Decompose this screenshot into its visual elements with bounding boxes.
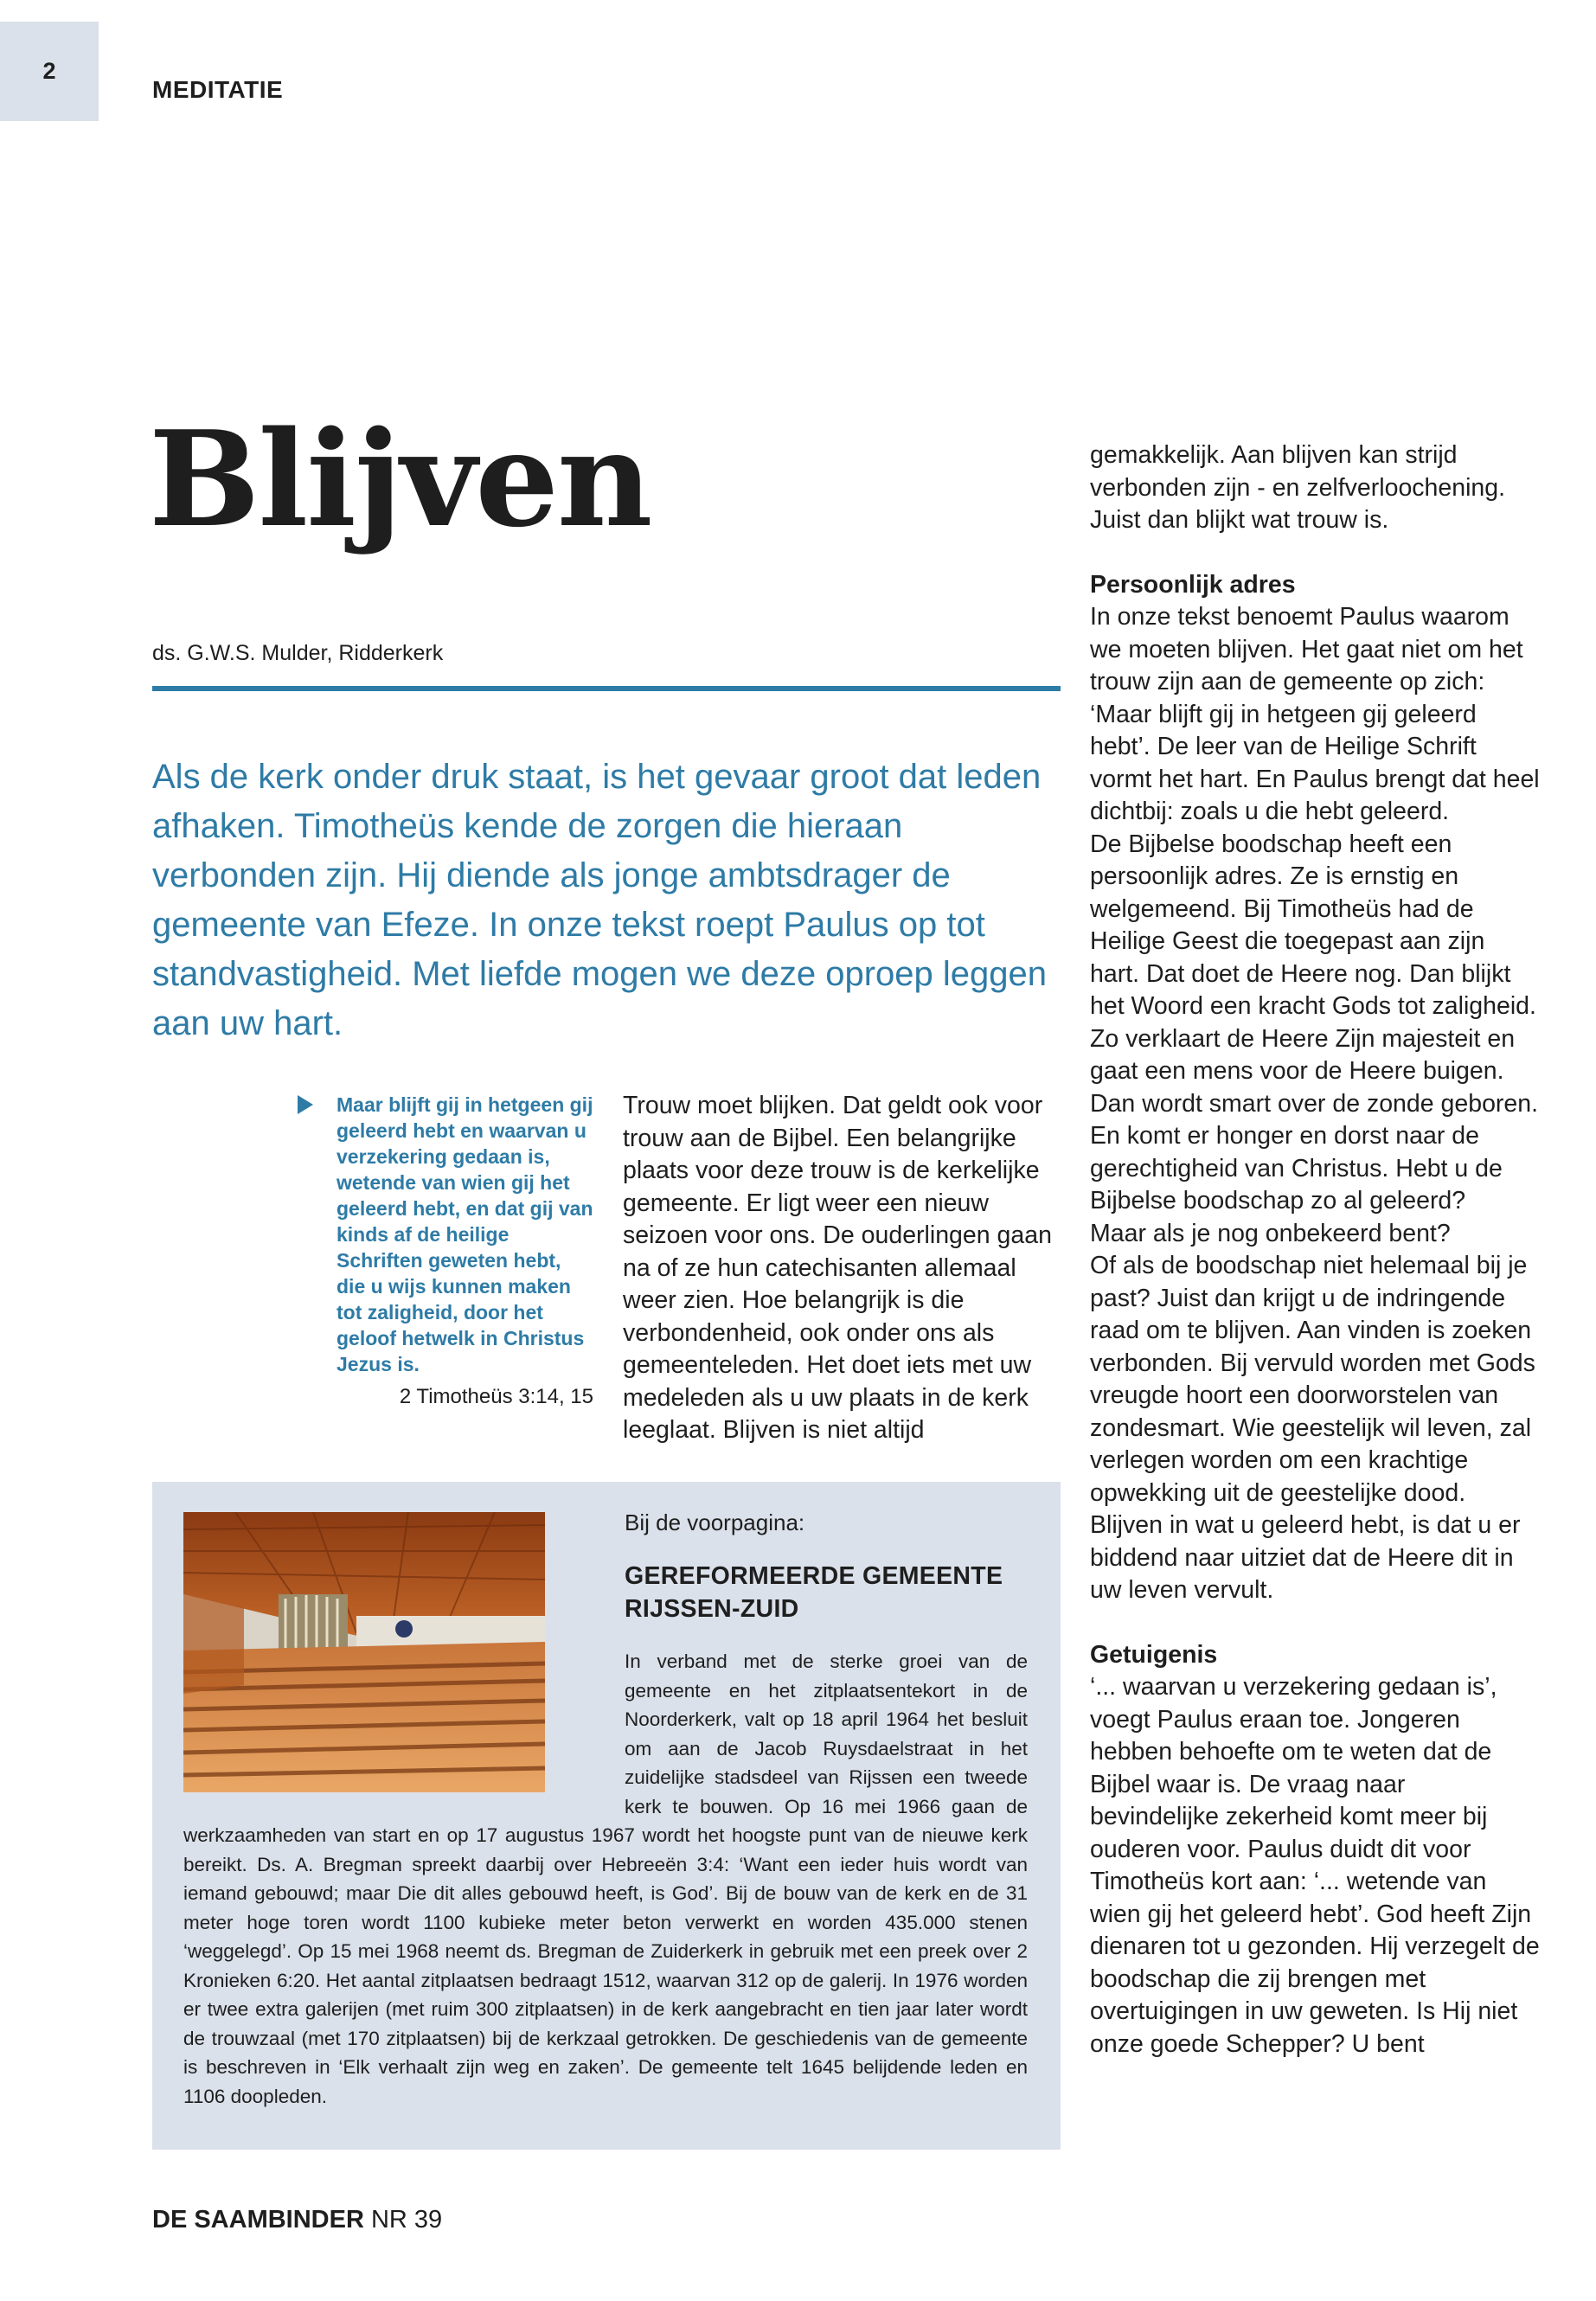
- right-paragraph-2: In onze tekst benoemt Paulus waarom we moeten blijven. Het gaat niet om het trouw zijn aan de gemeente op zich: ‘Maar blijft gij in hetgeen gij geleerd hebt’. De leer van de Heilige Schrift vormt het hart. En Paulus brengt dat heel dichtbij: zoals u die hebt geleerd.: [1090, 603, 1540, 825]
- bible-quote: [298, 1092, 593, 1410]
- right-paragraph-6: ‘... waarvan u verzekering gedaan is’, voegt Paulus eraan toe. Jongeren hebben behoefte om te weten dat de Bijbel waar is. De vraag naar bevindelijke zekerheid komt meer bij ouderen voor. Paulus duidt dit voor Timotheüs kort aan: ‘... wetende van wien gij het geleerd hebt’. God heeft Zijn dienaren tot u gezonden. Hij verzegelt de boodschap die zij brengen met overtuigingen in uw geweten. Is Hij niet onze goede Schepper? U bent: [1090, 1673, 1540, 2058]
- photo-wrap-spacer: [183, 1647, 614, 1820]
- article-intro: Als de kerk onder druk staat, is het gevaar groot dat leden afhaken. Timotheüs kende de zorgen die hieraan verbonden zijn. Hij diende als jonge ambtsdrager de gemeente van Efeze. In onze tekst roept Paulus op tot standvastigheid. Met liefde mogen we deze oproep leggen aan uw hart.: [152, 758, 1048, 1042]
- footer-issue: NR 39: [370, 2206, 443, 2234]
- footer-magazine: DE SAAMBINDER: [152, 2206, 364, 2234]
- section-label: MEDITATIE: [152, 76, 284, 103]
- box-pre-title: Bij de voorpagina:: [625, 1509, 805, 1535]
- right-paragraph-3: De Bijbelse boodschap heeft een persoonlijk adres. Ze is ernstig en welgemeend. Bij Timotheüs had de Heilige Geest die toegepast aan zijn hart. Dat doet de Heere nog. Dan blijkt het Woord een kracht Gods tot zaligheid. Zo verklaart de Heere Zijn majesteit en gaat een mens voor de Heere buigen. Dan wordt smart over de zonde geboren. En komt er honger en dorst naar de gerechtigheid van Christus. Hebt u de Bijbelse boodschap zo al geleerd?: [1090, 830, 1539, 1215]
- page-number: 2: [0, 22, 99, 121]
- quote-reference: 2 Timotheüs 3:14, 15: [399, 1385, 593, 1408]
- box-title: GEREFORMEERDE GEMEENTE RIJSSEN-ZUID: [625, 1562, 1003, 1623]
- article-author: ds. G.W.S. Mulder, Ridderkerk: [152, 641, 444, 665]
- right-paragraph-4: Maar als je nog onbekeerd bent?: [1090, 1219, 1451, 1247]
- subheading-getuigenis: Getuigenis: [1090, 1640, 1218, 1669]
- right-paragraph-1: gemakkelijk. Aan blijven kan strijd verbonden zijn - en zelfverloochening. Juist dan blijkt wat trouw is.: [1090, 441, 1506, 534]
- triangle-right-icon: [298, 1095, 313, 1114]
- quote-text: Maar blijft gij in hetgeen gij geleerd hebt en waarvan u verzekering gedaan is, wetende van wien gij het geleerd hebt, en dat gij van kinds af de heilige Schriften geweten hebt, die u wijs kunnen maken tot zaligheid, door het geloof hetwelk in Christus Jezus is.: [337, 1093, 593, 1375]
- article-column-middle: Trouw moet blijken. Dat geldt ook voor trouw aan de Bijbel. Een belangrijke plaats voor deze trouw is de kerkelijke gemeente. Er ligt weer een nieuw seizoen voor ons. De ouderlingen gaan na of ze hun catechisanten allemaal weer zien. Hoe belangrijk is die verbondenheid, ook onder ons als gemeenteleden. Het doet iets met uw medeleden als u uw plaats in de kerk leeglaat. Blijven is niet altijd: [623, 1092, 1052, 1444]
- box-body: [183, 1647, 1028, 2111]
- footer: [152, 2206, 442, 2234]
- article-title: Blijven: [149, 401, 651, 556]
- box-body-text: In verband met de sterke groei van de gemeente en het zitplaatsentekort in de Noorderkerk, valt op 18 april 1964 het besluit om aan de Jacob Ruysdaelstraat in het zuidelijke stadsdeel van Rijssen een tweede kerk te bouwen. Op 16 mei 1966 gaan de werkzaamheden van start en op 17 augustus 1967 wordt het hoogste punt van de nieuwe kerk bereikt. Ds. A. Bregman spreekt daarbij over Hebreeën 3:4: ‘Want een ieder huis wordt van iemand gebouwd; maar Die dit alles gebouwd heeft, is God’. Bij de bouw van de kerk en de 31 meter hoge toren wordt 1100 kubieke meter beton verwerkt en worden 435.000 stenen ‘weggelegd’. Op 15 mei 1968 neemt ds. Bregman de Zuiderkerk in gebruik met een preek over 2 Kronieken 6:20. Het aantal zitplaatsen bedraagt 1512, waarvan 312 op de galerij. In 1976 worden er twee extra galerijen (met ruim 300 zitplaatsen) in de kerk aangebracht en tien jaar later wordt de trouwzaal (met 170 zitplaatsen) bij de kerkzaal getrokken. De geschiedenis van de gemeente is beschreven in ‘Elk verhaalt zijn weg en zaken’. De gemeente telt 1645 belijdende leden en 1106 doopleden.: [183, 1650, 1028, 2107]
- article-column-right: [1090, 439, 1540, 2061]
- right-paragraph-5: Of als de boodschap niet helemaal bij je past? Juist dan krijgt u de indringende raad om te blijven. Aan vinden is zoeken verbonden. Bij vervuld worden met Gods vreugde hoort een doorworstelen van zondesmart. Wie geestelijk wil leven, zal verlegen worden om een krachtige opwekking uit de geestelijke dood. Blijven in wat u geleerd hebt, is dat u er biddend naar uitziet dat de Heere dit in uw leven vervult.: [1090, 1252, 1535, 1604]
- subheading-persoonlijk-adres: Persoonlijk adres: [1090, 570, 1296, 599]
- title-divider: [152, 686, 1061, 691]
